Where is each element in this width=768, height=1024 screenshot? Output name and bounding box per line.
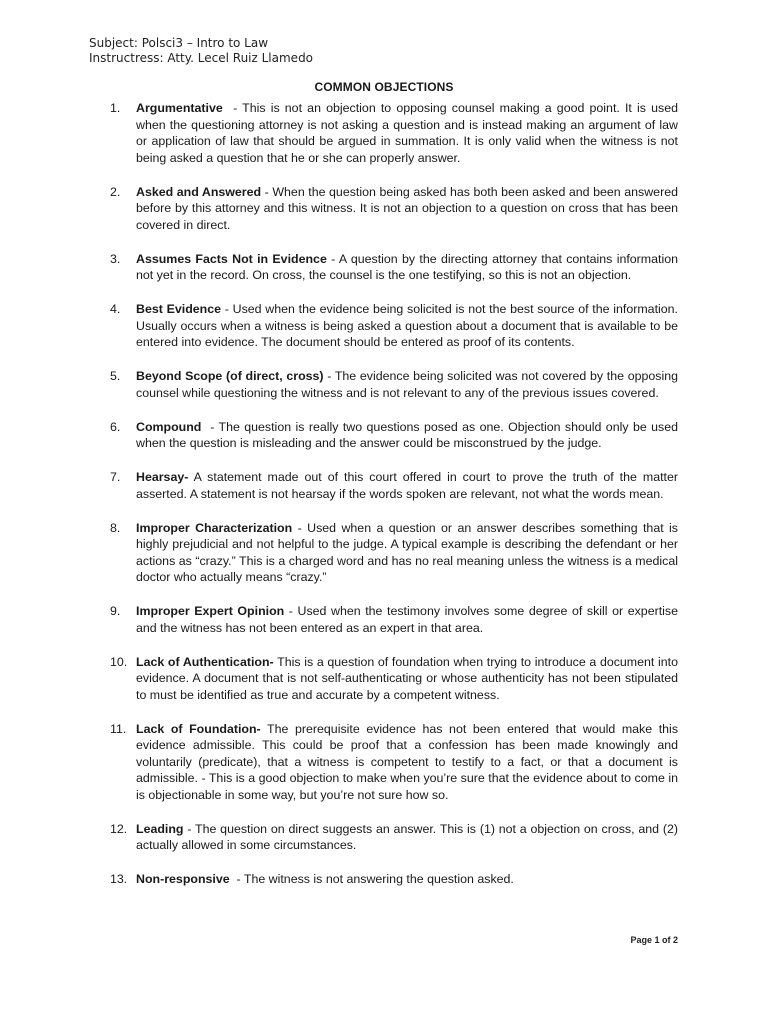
objection-description: - When the question being asked has both been asked and been answered before by this attorney and this witness. It is not an objection to a question on cross that has been covered in direct. xyxy=(136,184,682,232)
list-item-number: 8. xyxy=(110,520,121,535)
objection-term: Lack of Authentication- xyxy=(136,654,274,669)
page-title: COMMON OBJECTIONS xyxy=(314,80,454,94)
list-item xyxy=(110,419,682,452)
list-item-body xyxy=(136,301,682,351)
objection-description: - The question on direct suggests an answer. This is (1) not a objection on cross, and (2) actually allowed in some circumstances. xyxy=(136,821,682,852)
objection-term: Improper Expert Opinion xyxy=(136,604,285,618)
list-item-body xyxy=(136,251,682,284)
objection-description: - Used when a question or an answer describes something that is highly prejudicial and not helpful to the judge. A typical example is describing the defendant or her actions as “crazy.” This is a charged word and has no real meaning unless the witness is a medical doctor who actually means “crazy.” xyxy=(136,520,682,584)
list-item xyxy=(110,603,682,636)
instructress-line: Instructress: Atty. Lecel Ruiz Llamedo xyxy=(89,51,314,65)
page-number: Page 1 of 2 xyxy=(630,935,678,945)
document-header xyxy=(89,36,313,66)
objection-term: Compound xyxy=(136,419,202,434)
objection-term: Assumes Facts Not in Evidence xyxy=(136,251,327,266)
list-item-number: 10. xyxy=(110,654,128,669)
objection-description: - This is not an objection to opposing counsel making a good point. It is used when the questioning attorney is not asking a question and is instead making an argument of law or application of law that should be argued in summation. It is only valid when the witness is not being asked a question that he or she can properly answer. xyxy=(136,101,682,165)
list-item-body xyxy=(136,100,682,166)
list-item xyxy=(110,520,682,586)
list-item-number: 13. xyxy=(110,872,128,886)
objection-term: Lack of Foundation- xyxy=(136,721,261,736)
list-item-number: 5. xyxy=(110,369,121,383)
objection-description: The prerequisite evidence has not been entered that would make this evidence admissible. This could be proof that a confession has been made knowingly and voluntarily (predicate), that a witness is competent to testify to a fact, or that a document is admissible. - This is a good objection to make when you’re sure that the evidence about to come in is objectionable in some way, but you’re not sure how so. xyxy=(136,721,682,802)
objection-description: - The question is really two questions posed as one. Objection should only be used when the question is misleading and the answer could be misconstrued by the judge. xyxy=(136,419,682,450)
objection-term: Leading xyxy=(136,821,184,836)
objection-description: - A question by the directing attorney that contains information not yet in the record. On cross, the counsel is the one testifying, so this is not an objection. xyxy=(136,251,682,282)
list-item-body xyxy=(136,603,682,636)
list-item-body xyxy=(136,419,682,452)
objection-term: Hearsay- xyxy=(136,470,189,484)
list-item-body xyxy=(136,821,682,854)
list-item-number: 2. xyxy=(110,184,121,199)
list-item-number: 9. xyxy=(110,604,121,618)
objection-term: Asked and Answered xyxy=(136,184,262,199)
list-item xyxy=(110,368,682,401)
subject-line: Subject: Polsci3 – Intro to Law xyxy=(89,36,269,50)
objection-description: - The evidence being solicited was not covered by the opposing counsel while questioning the witness and is not relevant to any of the previous issues covered. xyxy=(136,369,682,400)
list-item xyxy=(110,469,682,502)
list-item-number: 4. xyxy=(110,302,121,316)
objection-term: Best Evidence xyxy=(136,302,222,316)
list-item-number: 6. xyxy=(110,419,121,434)
list-item-body xyxy=(136,654,682,704)
list-item xyxy=(110,184,682,234)
objection-description: A statement made out of this court offered in court to prove the truth of the matter asserted. A statement is not hearsay if the words spoken are relevant, not what the words mean. xyxy=(136,470,682,501)
list-item-number: 1. xyxy=(110,101,121,115)
objection-list xyxy=(110,100,682,905)
objection-term: Beyond Scope (of direct, cross) xyxy=(136,369,324,383)
objection-term: Improper Characterization xyxy=(136,520,293,535)
list-item-number: 12. xyxy=(110,821,128,836)
list-item-body xyxy=(136,721,682,804)
list-item xyxy=(110,301,682,351)
objection-description: - Used when the testimony involves some degree of skill or expertise and the witness has not been entered as an expert in that area. xyxy=(136,604,682,635)
list-item xyxy=(110,721,682,804)
list-item xyxy=(110,654,682,704)
list-item-body xyxy=(136,368,682,401)
objection-description: - Used when the evidence being solicited is not the best source of the information. Usually occurs when a witness is being asked a question about a document that is available to be entered into evidence. The document should be entered as proof of its contents. xyxy=(136,302,682,349)
list-item xyxy=(110,871,678,888)
list-item-number: 3. xyxy=(110,251,121,266)
list-item xyxy=(110,100,682,166)
list-item-body xyxy=(136,184,682,234)
objection-term: Non-responsive xyxy=(136,872,230,886)
objection-term: Argumentative xyxy=(136,101,223,115)
list-item-body xyxy=(136,469,682,502)
objection-description: This is a question of foundation when trying to introduce a document into evidence. A document that is not self-authenticating or whose authenticity has not been stipulated to must be identified as true and accurate by a competent witness. xyxy=(136,654,682,702)
objection-description: - The witness is not answering the question asked. xyxy=(229,872,514,886)
list-item-body xyxy=(136,520,682,586)
list-item-number: 7. xyxy=(110,470,121,484)
list-item-body xyxy=(136,871,678,888)
list-item xyxy=(110,821,682,854)
list-item-number: 11. xyxy=(110,721,127,736)
list-item xyxy=(110,251,682,284)
